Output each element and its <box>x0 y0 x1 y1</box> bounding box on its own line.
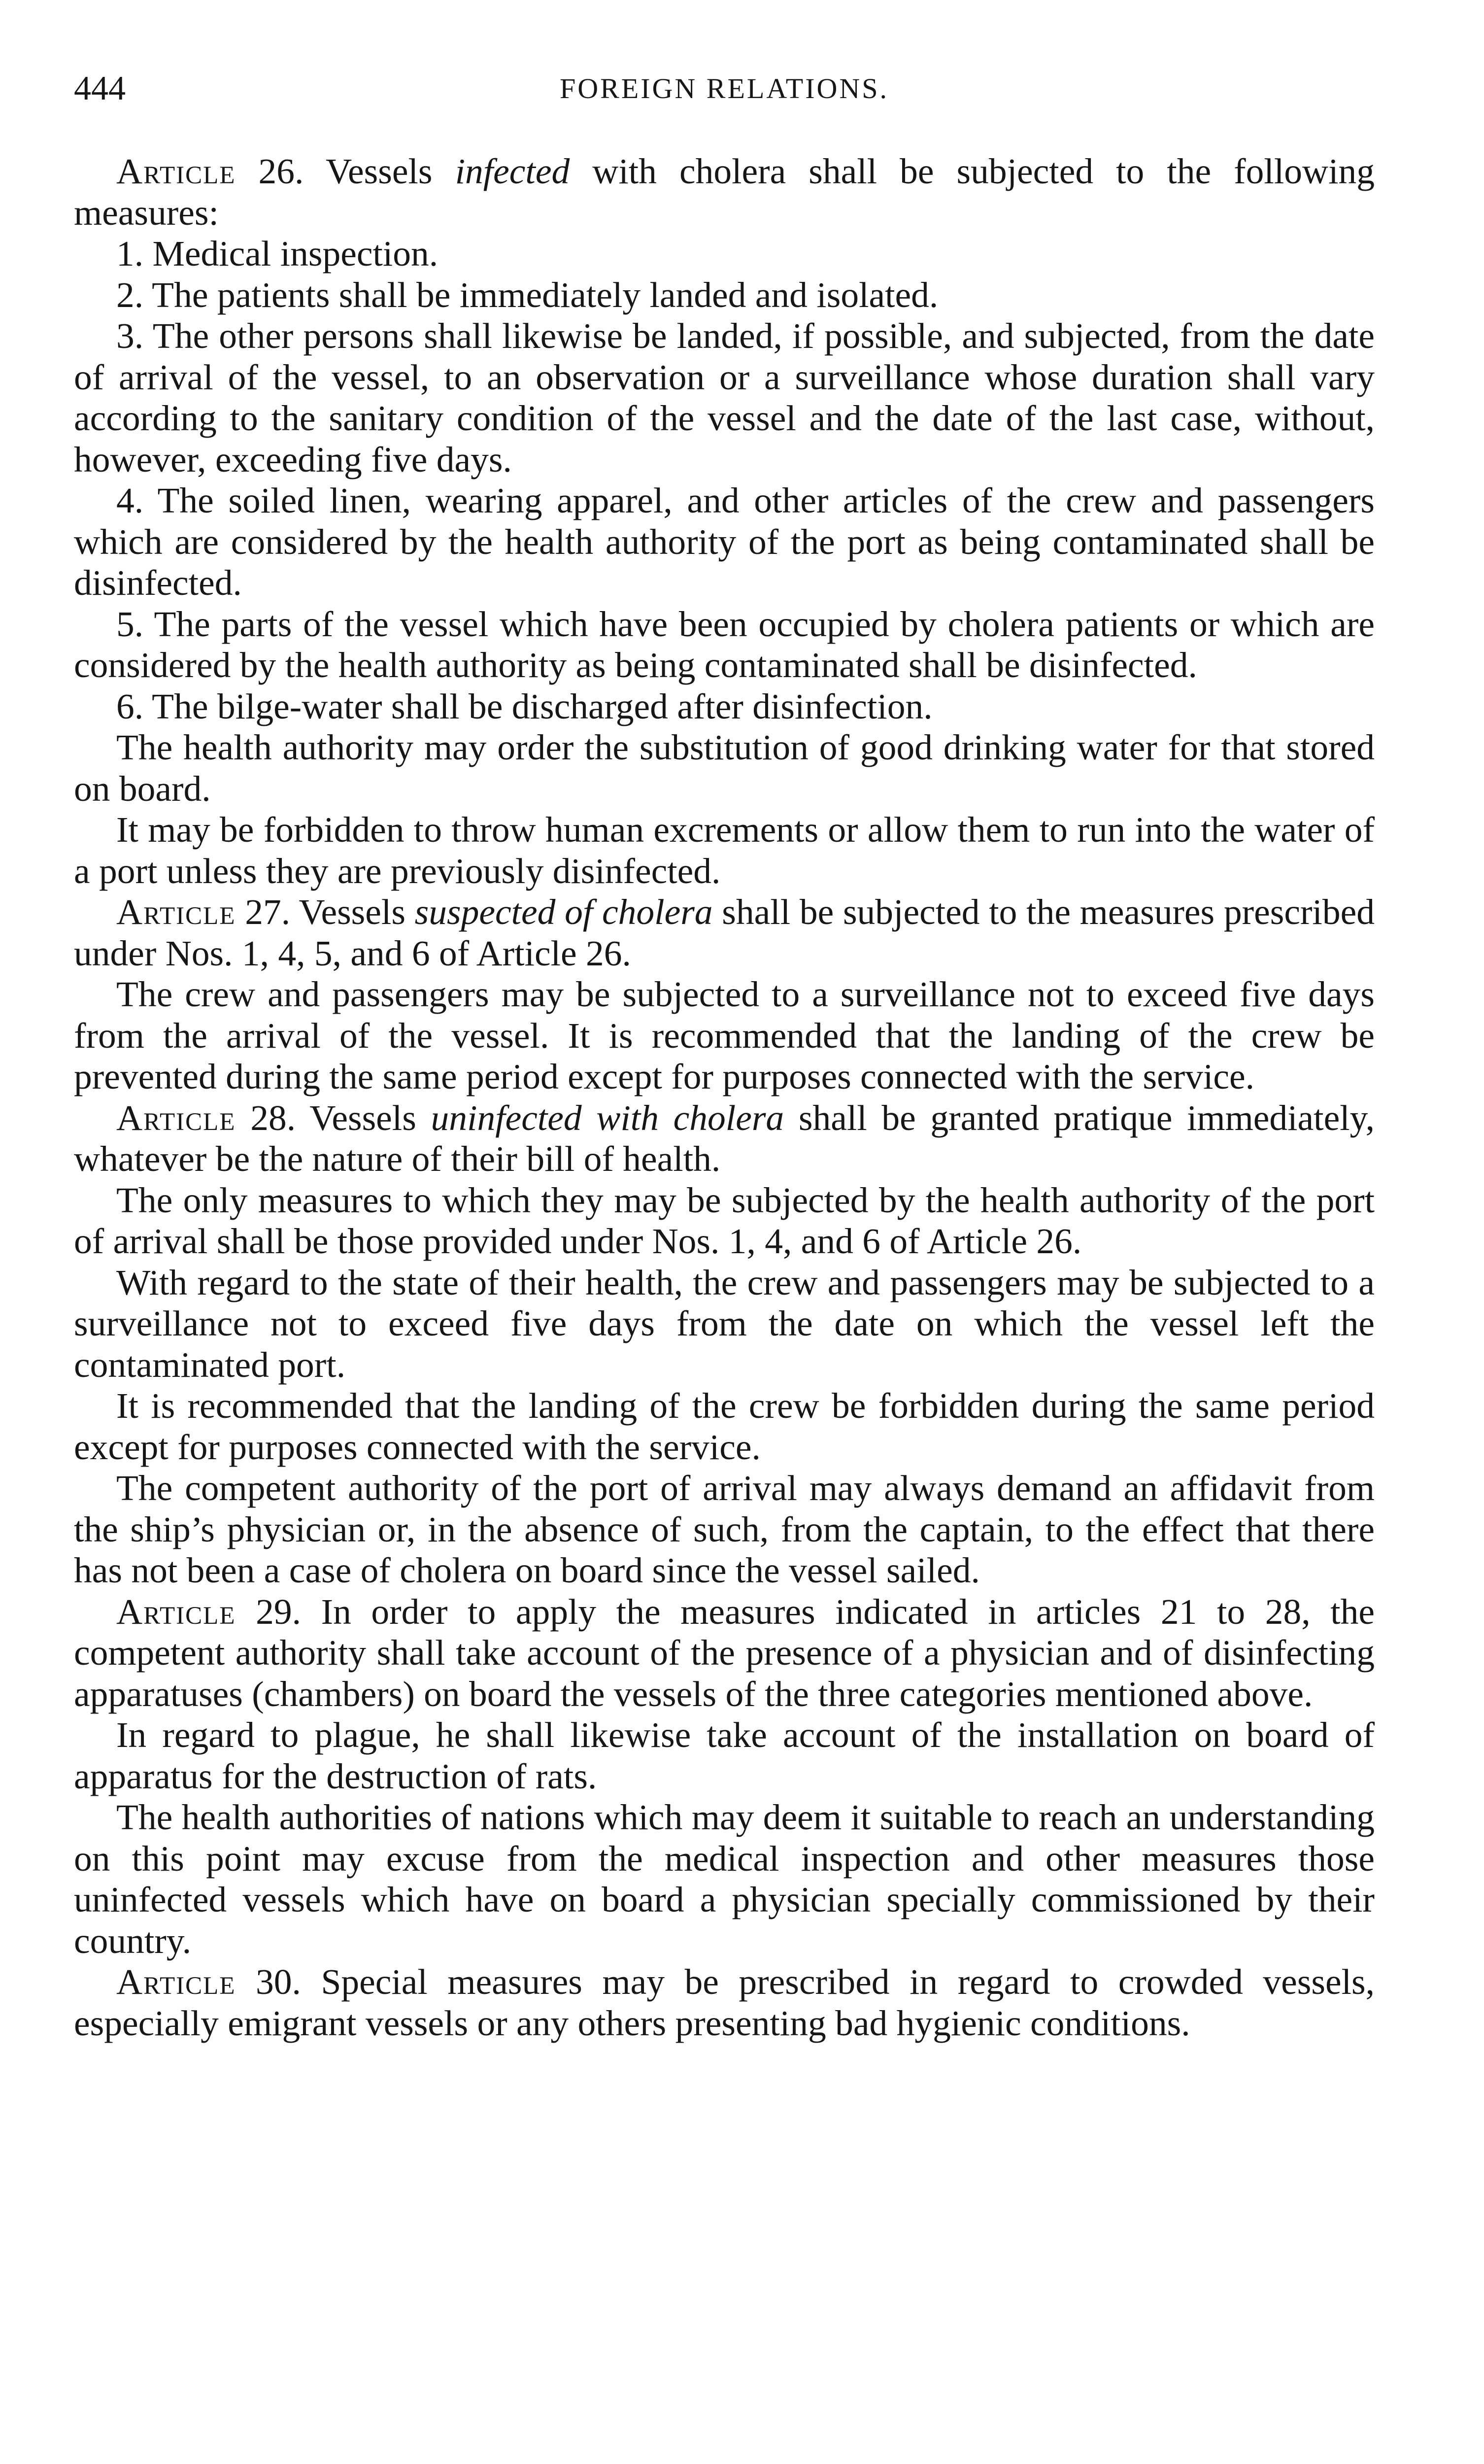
paragraph-item-6: 6. The bilge-water shall be discharged after disinfection. <box>116 686 933 726</box>
article-label: Article <box>116 151 236 191</box>
paragraph-article-29: Article 29. In order to apply the measures indicated in articles 21 to 28, the competent authority shall take account of the presence of a physician and of disinfecting apparatuses (chambers) on board the vessels of the three categories mentioned above. <box>74 1591 1375 1714</box>
paragraph: The health authorities of nations which may deem it suitable to reach an understanding on this point may excuse from the medical inspection and other measures those uninfected vessels which have on board a physician specially commissioned by their country. <box>74 1797 1375 1961</box>
paragraph: With regard to the state of their health, the crew and passengers may be subjected to a surveillance not to exceed five days from the date on which the vessel left the contaminated port. <box>74 1262 1375 1385</box>
page-number: 444 <box>74 69 126 107</box>
paragraph: The only measures to which they may be subjected by the health authority of the port of arrival shall be those provided under Nos. 1, 4, and 6 of Article 26. <box>74 1180 1375 1261</box>
paragraph-item-1: 1. Medical inspection. <box>116 234 438 274</box>
paragraph: It may be forbidden to throw human excrements or allow them to run into the water of a port unless they are previously disinfected. <box>74 810 1375 891</box>
paragraph-item-4: 4. The soiled linen, wearing apparel, and other articles of the crew and passengers which are considered by the health authority of the port as being contaminated shall be disinfected. <box>74 480 1375 603</box>
paragraph-article-26: Article 26. Vessels infected with cholera shall be subjected to the following measures: <box>74 151 1375 233</box>
paragraph-item-2: 2. The patients shall be immediately landed and isolated. <box>116 274 939 315</box>
document-page <box>74 64 1375 2044</box>
article-label: Article <box>116 892 236 932</box>
paragraph: The competent authority of the port of arrival may always demand an affidavit from the ship’s physician or, in the absence of such, from the captain, to the effect that there has not been a case of cholera on board since the vessel sailed. <box>74 1468 1375 1590</box>
article-label: Article <box>116 1591 236 1632</box>
running-head: FOREIGN RELATIONS. <box>559 72 889 104</box>
article-label: Article <box>116 1962 236 2002</box>
paragraph-article-28: Article 28. Vessels uninfected with cholera shall be granted pratique immediately, whatever be the nature of their bill of health. <box>74 1097 1375 1179</box>
page-header <box>74 64 1375 113</box>
paragraph: In regard to plague, he shall likewise take account of the installation on board of apparatus for the destruction of rats. <box>74 1715 1375 1796</box>
paragraph: The health authority may order the substitution of good drinking water for that stored on board. <box>74 727 1375 809</box>
paragraph-item-3: 3. The other persons shall likewise be landed, if possible, and subjected, from the date of arrival of the vessel, to an observation or a surveillance whose duration shall vary according to the sanitary condition of the vessel and the date of the last case, without, however, exceeding five days. <box>74 316 1375 479</box>
paragraph: The crew and passengers may be subjected to a surveillance not to exceed five days from the arrival of the vessel. It is recommended that the landing of the crew be prevented during the same period except for purposes connected with the service. <box>74 974 1375 1096</box>
paragraph-article-30: Article 30. Special measures may be prescribed in regard to crowded vessels, especially emigrant vessels or any others presenting bad hygienic conditions. <box>74 1962 1375 2043</box>
article-label: Article <box>116 1097 236 1138</box>
paragraph: It is recommended that the landing of the crew be forbidden during the same period except for purposes connected with the service. <box>74 1386 1375 1467</box>
body-text <box>74 151 1375 2044</box>
paragraph-item-5: 5. The parts of the vessel which have been occupied by cholera patients or which are considered by the health authority as being contaminated shall be disinfected. <box>74 604 1375 685</box>
paragraph-article-27: Article 27. Vessels suspected of cholera shall be subjected to the measures prescribed under Nos. 1, 4, 5, and 6 of Article 26. <box>74 892 1375 973</box>
